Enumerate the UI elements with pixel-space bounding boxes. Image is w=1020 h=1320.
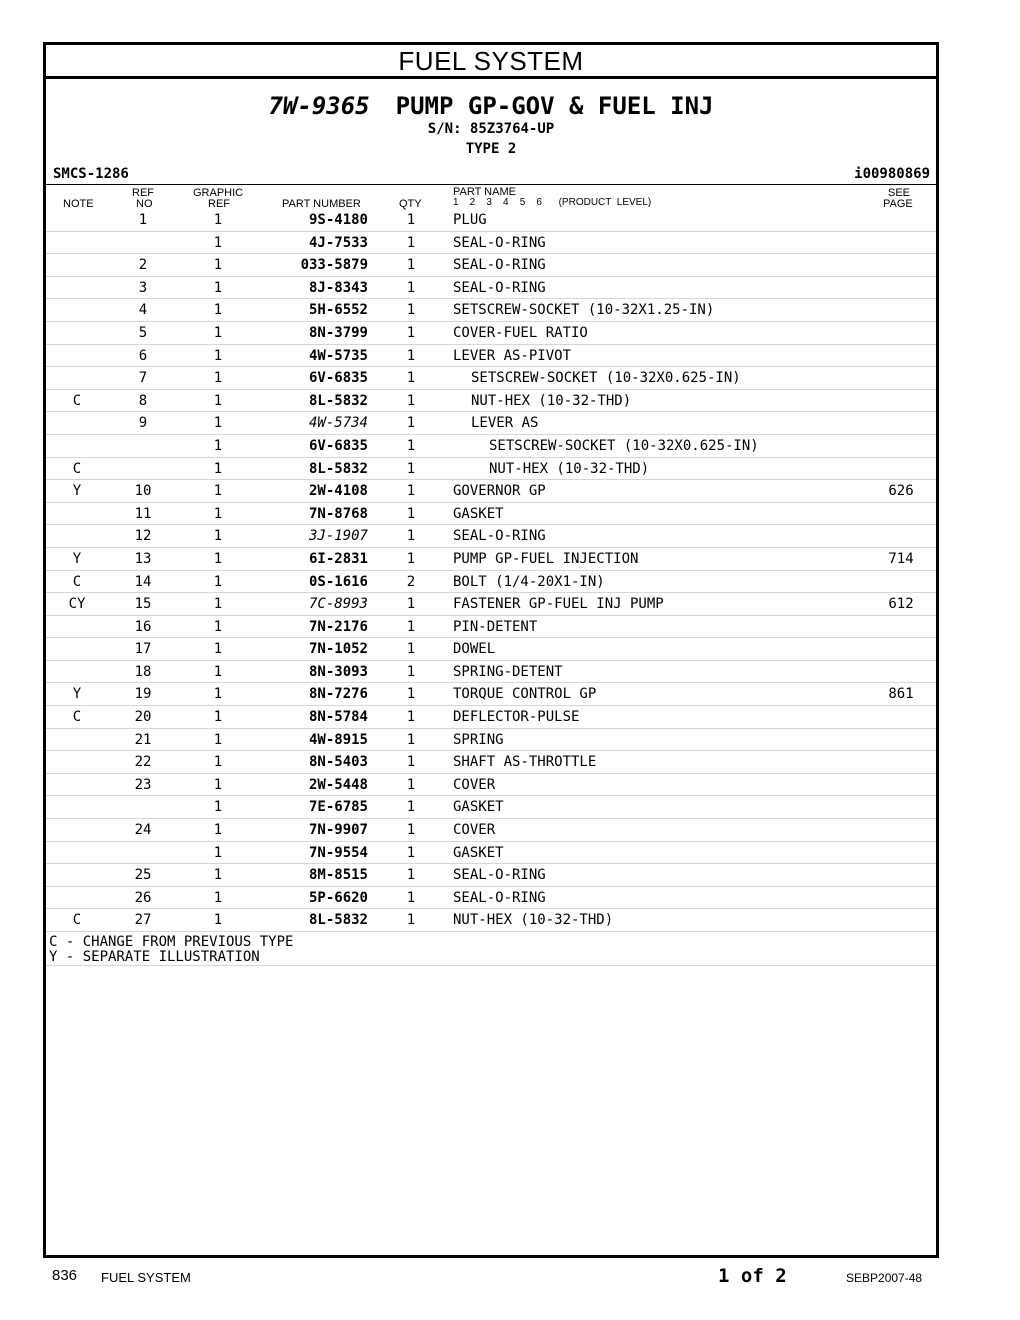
qty-cell: 1	[406, 686, 416, 703]
part-name-cell: SEAL-O-RING	[453, 257, 546, 274]
ref-no-cell: 3	[138, 279, 148, 296]
ref-no-cell: 24	[134, 822, 152, 839]
ref-no-cell: 20	[134, 709, 152, 726]
graphic-ref-cell: 1	[213, 641, 223, 658]
table-row	[46, 480, 936, 503]
table-row	[46, 842, 936, 865]
footer-page-number: 836	[52, 1267, 78, 1284]
part-number-cell: 4W-5735	[308, 347, 368, 364]
part-name-cell: SEAL-O-RING	[453, 234, 546, 251]
col-product-level: 1 2 3 4 5 6 (PRODUCT LEVEL)	[453, 197, 652, 208]
part-name-cell: SETSCREW-SOCKET (10-32X1.25-IN)	[453, 302, 715, 319]
part-name-cell: NUT-HEX (10-32-THD)	[453, 912, 614, 929]
group-name: PUMP GP-GOV & FUEL INJ	[395, 92, 714, 120]
part-name-cell: GASKET	[453, 799, 504, 816]
part-number-cell: 4W-8915	[308, 731, 368, 748]
col-ref-top: REF	[132, 187, 154, 199]
graphic-ref-cell: 1	[213, 663, 223, 680]
qty-cell: 1	[406, 302, 416, 319]
part-name-cell: NUT-HEX (10-32-THD)	[489, 460, 650, 477]
part-name-cell: SETSCREW-SOCKET (10-32X0.625-IN)	[471, 370, 741, 387]
group-title	[46, 92, 936, 120]
part-number-cell: 6V-6835	[308, 370, 368, 387]
qty-cell: 1	[406, 415, 416, 432]
ref-no-cell: 22	[134, 754, 152, 771]
ref-no-cell: 9	[138, 415, 148, 432]
part-number-cell: 8M-8515	[308, 867, 368, 884]
part-number-cell: 8N-3093	[308, 663, 368, 680]
part-name-cell: COVER	[453, 776, 496, 793]
ref-no-cell: 5	[138, 324, 148, 341]
part-number-cell: 8N-3799	[308, 324, 368, 341]
ref-no-cell: 13	[134, 550, 152, 567]
part-number-cell: 7N-8768	[308, 505, 368, 522]
qty-cell: 1	[406, 641, 416, 658]
graphic-ref-cell: 1	[213, 596, 223, 613]
part-number-cell: 8N-5403	[308, 754, 368, 771]
ref-no-cell: 17	[134, 641, 152, 658]
col-graphic-bottom: REF	[208, 198, 230, 210]
table-row	[46, 661, 936, 684]
note-cell: Y	[72, 550, 82, 567]
part-name-cell: SEAL-O-RING	[453, 889, 546, 906]
table-row	[46, 277, 936, 300]
graphic-ref-cell: 1	[213, 754, 223, 771]
part-number-cell: 8N-5784	[308, 709, 368, 726]
qty-cell: 1	[406, 731, 416, 748]
table-row	[46, 796, 936, 819]
qty-cell: 1	[406, 889, 416, 906]
graphic-ref-cell: 1	[213, 370, 223, 387]
qty-cell: 1	[406, 709, 416, 726]
ref-no-cell: 15	[134, 596, 152, 613]
table-row	[46, 299, 936, 322]
ref-no-cell: 8	[138, 392, 148, 409]
part-name-cell: DEFLECTOR-PULSE	[453, 709, 580, 726]
footer-doc-id: SEBP2007-48	[846, 1271, 923, 1285]
notes-legend	[46, 932, 936, 966]
note-cell: C	[72, 392, 82, 409]
part-number-cell: 4J-7533	[308, 234, 368, 251]
ref-no-cell: 4	[138, 302, 148, 319]
note-illustration: Y - SEPARATE ILLUSTRATION	[49, 949, 260, 965]
graphic-ref-cell: 1	[213, 257, 223, 274]
part-number-cell: 3J-1907	[308, 528, 368, 545]
part-name-cell: PIN-DETENT	[453, 618, 538, 635]
table-row	[46, 503, 936, 526]
part-name-cell: SEAL-O-RING	[453, 867, 546, 884]
note-cell: C	[72, 709, 82, 726]
col-see-top: SEE	[888, 187, 911, 199]
qty-cell: 1	[406, 528, 416, 545]
ref-no-cell: 18	[134, 663, 152, 680]
part-name-cell: SETSCREW-SOCKET (10-32X0.625-IN)	[489, 437, 759, 454]
ref-no-cell: 26	[134, 889, 152, 906]
footer-section: FUEL SYSTEM	[101, 1270, 191, 1285]
qty-cell: 1	[406, 212, 416, 228]
part-name-cell: NUT-HEX (10-32-THD)	[471, 392, 632, 409]
parts-table	[46, 209, 936, 932]
ref-no-cell: 1	[138, 212, 148, 228]
qty-cell: 1	[406, 822, 416, 839]
table-row	[46, 412, 936, 435]
part-number-cell: 4W-5734	[308, 415, 368, 432]
table-row	[46, 819, 936, 842]
table-row	[46, 706, 936, 729]
part-name-cell: GOVERNOR GP	[453, 483, 546, 500]
graphic-ref-cell: 1	[213, 528, 223, 545]
part-number-cell: 7E-6785	[308, 799, 368, 816]
qty-cell: 1	[406, 776, 416, 793]
part-name-cell: TORQUE CONTROL GP	[453, 686, 597, 703]
qty-cell: 1	[406, 799, 416, 816]
table-row	[46, 909, 936, 932]
part-number-cell: 7N-9907	[308, 822, 368, 839]
table-row	[46, 729, 936, 752]
part-number-cell: 6I-2831	[308, 550, 368, 567]
table-row	[46, 345, 936, 368]
qty-cell: 1	[406, 483, 416, 500]
col-part-number: PART NUMBER	[282, 198, 361, 210]
col-qty: QTY	[399, 198, 422, 210]
qty-cell: 1	[406, 234, 416, 251]
ref-no-cell: 12	[134, 528, 152, 545]
part-number-cell: 7C-8993	[308, 596, 368, 613]
qty-cell: 1	[406, 505, 416, 522]
type-label: TYPE 2	[465, 141, 517, 157]
graphic-ref-cell: 1	[213, 347, 223, 364]
ref-no-cell: 14	[134, 573, 152, 590]
ref-no-cell: 11	[134, 505, 152, 522]
part-name-cell: FASTENER GP-FUEL INJ PUMP	[453, 596, 664, 613]
section-title: FUEL SYSTEM	[46, 45, 936, 79]
ref-no-cell: 10	[134, 483, 152, 500]
qty-cell: 1	[406, 867, 416, 884]
graphic-ref-cell: 1	[213, 437, 223, 454]
qty-cell: 1	[406, 279, 416, 296]
part-name-cell: LEVER AS	[471, 415, 539, 432]
table-row	[46, 525, 936, 548]
part-name-cell: GASKET	[453, 505, 504, 522]
graphic-ref-cell: 1	[213, 731, 223, 748]
part-name-cell: PUMP GP-FUEL INJECTION	[453, 550, 639, 567]
graphic-ref-cell: 1	[213, 302, 223, 319]
part-number-cell: 2W-4108	[308, 483, 368, 500]
part-number-cell: 7N-9554	[308, 844, 368, 861]
table-row	[46, 390, 936, 413]
ref-no-cell: 7	[138, 370, 148, 387]
part-number-cell: 7N-2176	[308, 618, 368, 635]
part-name-cell: COVER-FUEL RATIO	[453, 324, 588, 341]
graphic-ref-cell: 1	[213, 573, 223, 590]
footer-page-of: 1 of 2	[718, 1265, 787, 1287]
col-ref-bottom: NO	[136, 198, 153, 210]
note-cell: C	[72, 912, 82, 929]
graphic-ref-cell: 1	[213, 550, 223, 567]
table-row	[46, 209, 936, 232]
smcs-row	[46, 164, 936, 184]
graphic-ref-cell: 1	[213, 889, 223, 906]
group-header	[46, 79, 936, 164]
table-row	[46, 322, 936, 345]
part-number-cell: 9S-4180	[308, 212, 368, 228]
part-number-cell: 033-5879	[300, 257, 368, 274]
graphic-ref-cell: 1	[213, 822, 223, 839]
qty-cell: 1	[406, 347, 416, 364]
part-number-cell: 8L-5832	[308, 392, 368, 409]
column-header	[46, 184, 936, 209]
part-name-cell: SHAFT AS-THROTTLE	[453, 754, 597, 771]
graphic-ref-cell: 1	[213, 799, 223, 816]
note-cell: C	[72, 573, 82, 590]
part-number-cell: 7N-1052	[308, 641, 368, 658]
part-name-cell: SPRING	[453, 731, 504, 748]
qty-cell: 1	[406, 392, 416, 409]
see-page-cell: 861	[888, 686, 914, 703]
ref-no-cell: 16	[134, 618, 152, 635]
table-row	[46, 232, 936, 255]
ref-no-cell: 6	[138, 347, 148, 364]
note-cell: Y	[72, 483, 82, 500]
graphic-ref-cell: 1	[213, 867, 223, 884]
table-row	[46, 593, 936, 616]
ref-no-cell: 23	[134, 776, 152, 793]
qty-cell: 1	[406, 912, 416, 929]
part-name-cell: SEAL-O-RING	[453, 279, 546, 296]
table-row	[46, 864, 936, 887]
part-number-cell: 5P-6620	[308, 889, 368, 906]
graphic-ref-cell: 1	[213, 709, 223, 726]
graphic-ref-cell: 1	[213, 686, 223, 703]
graphic-ref-cell: 1	[213, 483, 223, 500]
qty-cell: 1	[406, 596, 416, 613]
ref-no-cell: 25	[134, 867, 152, 884]
ref-no-cell: 2	[138, 257, 148, 274]
qty-cell: 1	[406, 324, 416, 341]
table-row	[46, 367, 936, 390]
part-number-cell: 8J-8343	[308, 279, 368, 296]
serial-range: S/N: 85Z3764-UP	[427, 121, 555, 137]
table-row	[46, 887, 936, 910]
see-page-cell: 626	[888, 483, 914, 500]
qty-cell: 1	[406, 460, 416, 477]
graphic-ref-cell: 1	[213, 324, 223, 341]
qty-cell: 1	[406, 437, 416, 454]
table-row	[46, 458, 936, 481]
part-number-cell: 0S-1616	[308, 573, 368, 590]
part-name-cell: SPRING-DETENT	[453, 663, 563, 680]
part-name-cell: DOWEL	[453, 641, 496, 658]
part-name-cell: BOLT (1/4-20X1-IN)	[453, 573, 605, 590]
part-name-cell: LEVER AS-PIVOT	[453, 347, 572, 364]
table-row	[46, 638, 936, 661]
ref-no-cell: 27	[134, 912, 152, 929]
col-graphic-top: GRAPHIC	[193, 187, 244, 199]
note-cell: C	[72, 460, 82, 477]
graphic-ref-cell: 1	[213, 279, 223, 296]
graphic-ref-cell: 1	[213, 415, 223, 432]
part-number-cell: 8N-7276	[308, 686, 368, 703]
part-name-cell: PLUG	[453, 212, 487, 228]
qty-cell: 1	[406, 257, 416, 274]
qty-cell: 1	[406, 550, 416, 567]
part-number-cell: 8L-5832	[308, 912, 368, 929]
table-row	[46, 751, 936, 774]
qty-cell: 1	[406, 370, 416, 387]
part-number-cell: 5H-6552	[308, 302, 368, 319]
model-number: 7W-9365	[268, 92, 370, 120]
note-cell: CY	[68, 596, 86, 613]
note-cell: Y	[72, 686, 82, 703]
ref-no-cell: 21	[134, 731, 152, 748]
graphic-ref-cell: 1	[213, 776, 223, 793]
part-number-cell: 6V-6835	[308, 437, 368, 454]
table-row	[46, 571, 936, 594]
qty-cell: 1	[406, 663, 416, 680]
graphic-ref-cell: 1	[213, 912, 223, 929]
part-number-cell: 2W-5448	[308, 776, 368, 793]
note-change: C - CHANGE FROM PREVIOUS TYPE	[49, 934, 294, 950]
ref-no-cell: 19	[134, 686, 152, 703]
parts-page-frame	[43, 42, 939, 1258]
graphic-ref-cell: 1	[213, 505, 223, 522]
table-row	[46, 774, 936, 797]
part-number-cell: 8L-5832	[308, 460, 368, 477]
see-page-cell: 714	[888, 550, 914, 567]
part-name-cell: SEAL-O-RING	[453, 528, 546, 545]
col-see-bottom: PAGE	[883, 198, 913, 210]
qty-cell: 2	[406, 573, 416, 590]
col-note: NOTE	[63, 198, 94, 210]
part-name-cell: COVER	[453, 822, 496, 839]
col-part-name: PART NAME	[453, 186, 516, 198]
table-row	[46, 548, 936, 571]
qty-cell: 1	[406, 754, 416, 771]
graphic-ref-cell: 1	[213, 460, 223, 477]
graphic-ref-cell: 1	[213, 212, 223, 228]
graphic-ref-cell: 1	[213, 234, 223, 251]
graphic-ref-cell: 1	[213, 392, 223, 409]
graphic-ref-cell: 1	[213, 844, 223, 861]
graphic-ref-cell: 1	[213, 618, 223, 635]
table-row	[46, 254, 936, 277]
table-row	[46, 616, 936, 639]
see-page-cell: 612	[888, 596, 914, 613]
qty-cell: 1	[406, 618, 416, 635]
table-row	[46, 683, 936, 706]
smcs-code: SMCS-1286	[53, 166, 129, 182]
part-name-cell: GASKET	[453, 844, 504, 861]
illustration-id: i00980869	[854, 166, 930, 182]
qty-cell: 1	[406, 844, 416, 861]
table-row	[46, 435, 936, 458]
